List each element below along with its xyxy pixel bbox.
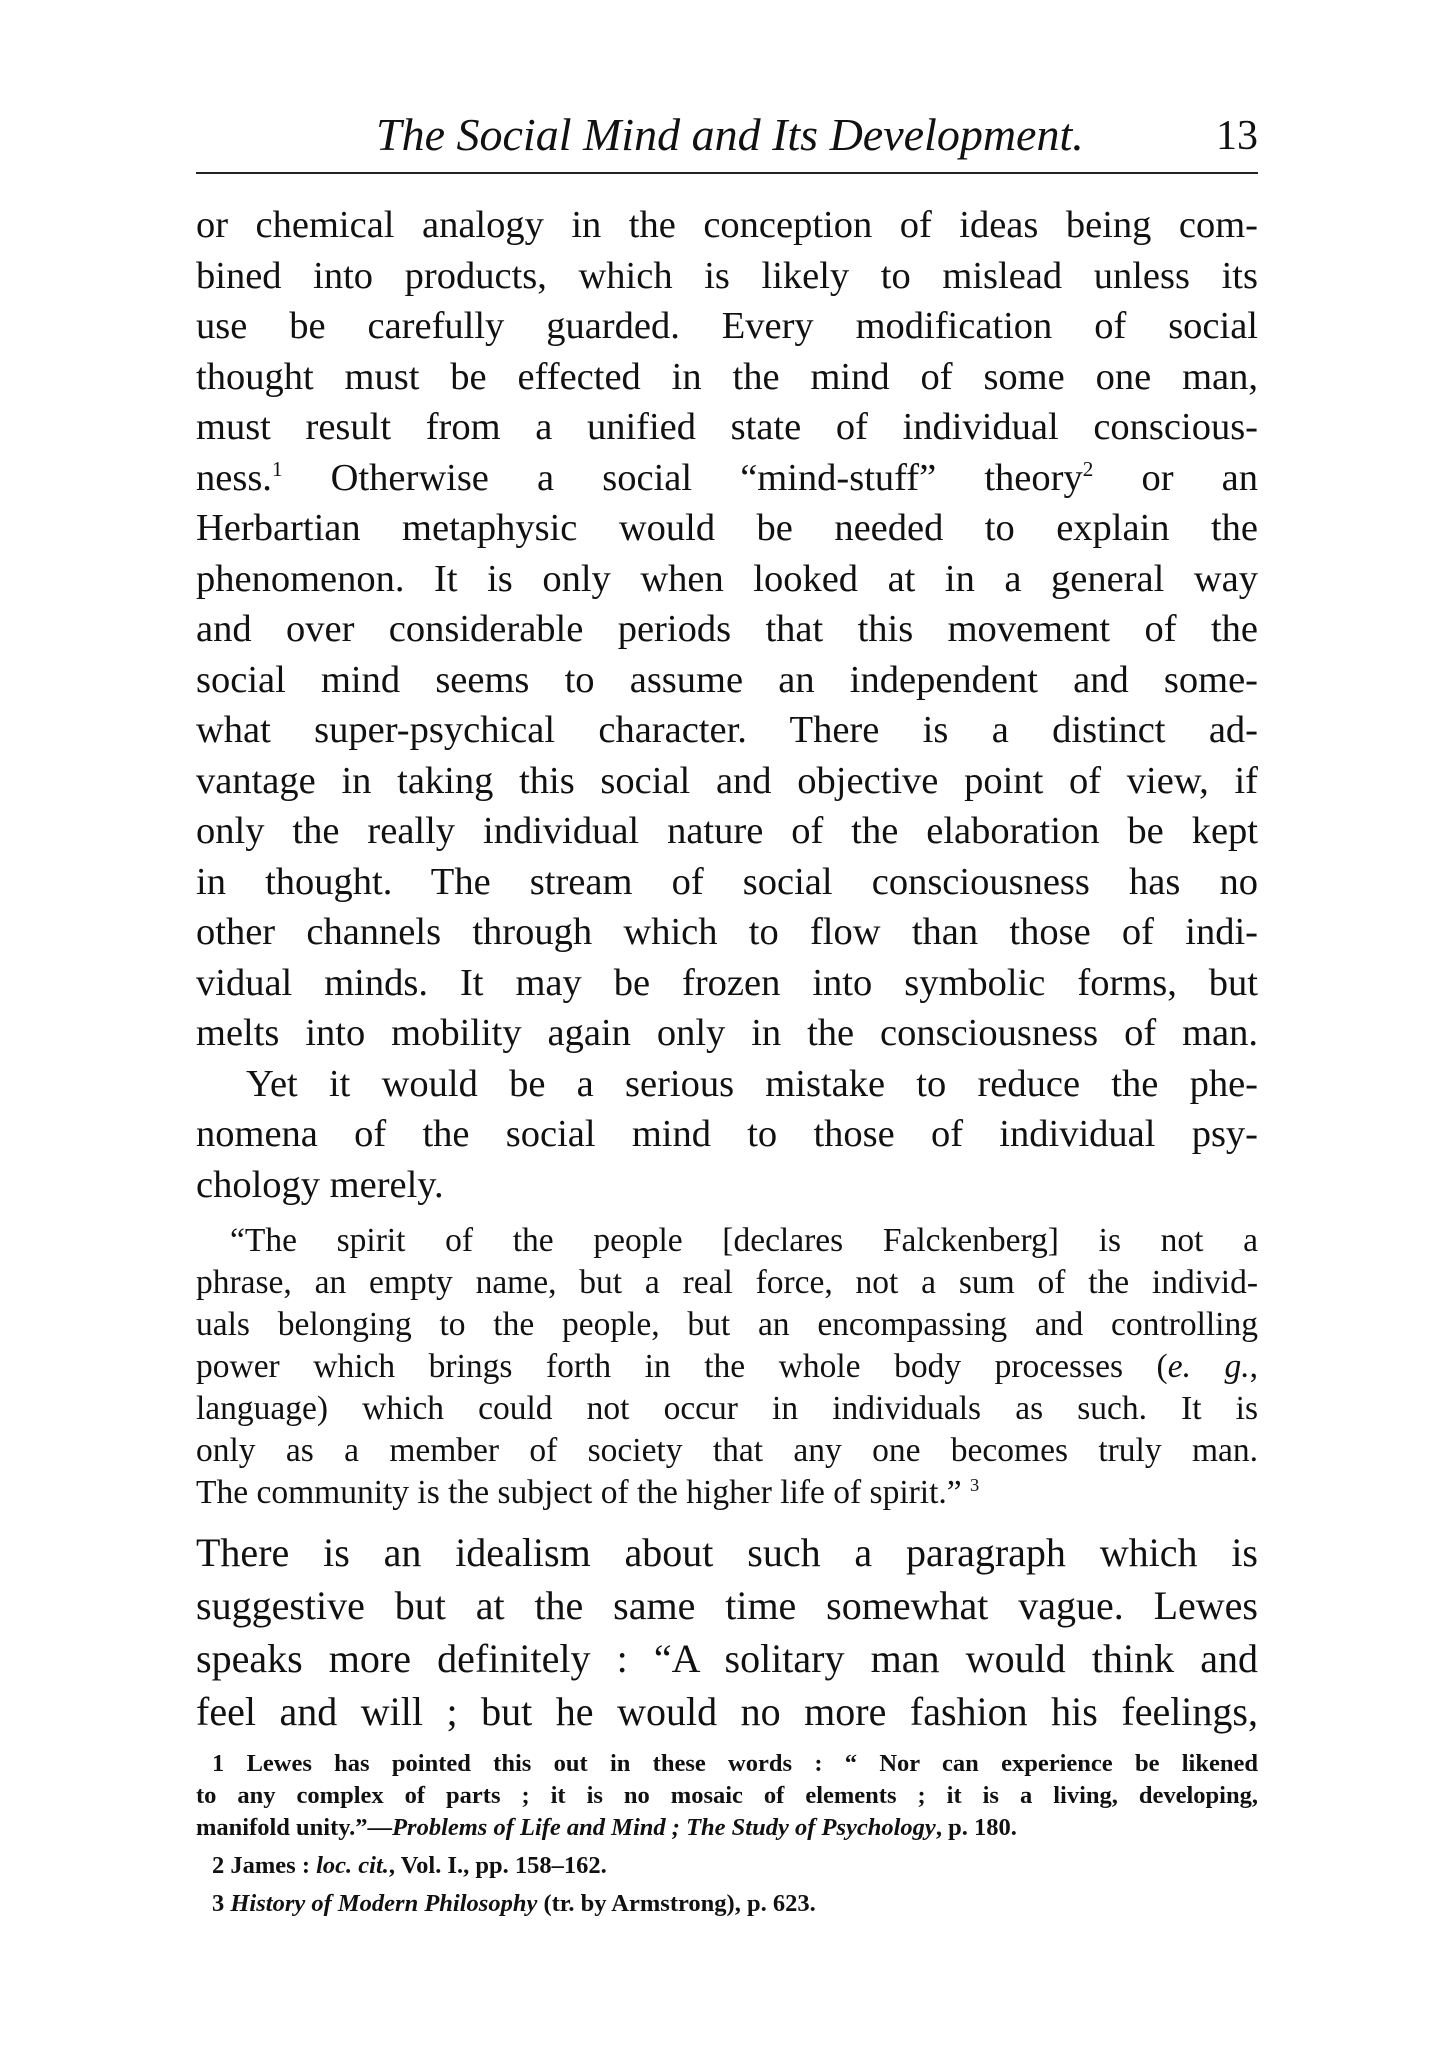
footnote-ref-2: 2 xyxy=(1082,456,1094,481)
text-line: vantage in taking this social and objective point of view, if xyxy=(196,759,1258,802)
book-title: The Study of Psychology xyxy=(686,1814,936,1841)
text-line: melts into mobility again only in the consciousness of man. xyxy=(196,1012,1258,1054)
footnote-1-line xyxy=(196,1748,1258,1780)
block-quote xyxy=(196,1220,1258,1514)
abbreviation-eg: e. g. xyxy=(1167,1348,1250,1385)
text-line: chology merely. xyxy=(196,1163,444,1206)
quote-line xyxy=(196,1472,1258,1514)
text-fragment: manifold unity.”— xyxy=(196,1814,393,1841)
running-title: The Social Mind and Its Development. xyxy=(376,109,1084,160)
footnotes xyxy=(196,1748,1258,1920)
text-line: vidual minds. It may be frozen into symbolic forms, but xyxy=(196,961,1258,1004)
footnote-marker: 1 xyxy=(212,1750,225,1777)
quote-line: phrase, an empty name, but a real force, not a sum of the individ- xyxy=(196,1264,1258,1301)
text-line: or chemical analogy in the conception of ideas being com- xyxy=(196,204,1258,246)
book-title: History of Modern Philosophy xyxy=(230,1890,538,1917)
text-line: what super-psychical character. There is a distinct ad- xyxy=(196,709,1258,751)
text-fragment: Lewes has pointed this out in these words : “ Nor can experience be likened xyxy=(246,1750,1258,1777)
text-fragment: Otherwise a social “mind-stuff” theory xyxy=(282,456,1083,499)
text-fragment: , p. 180. xyxy=(935,1814,1017,1841)
text-line: in thought. The stream of social consciousness has no xyxy=(196,860,1258,903)
header-rule xyxy=(196,172,1258,174)
page-header xyxy=(196,108,1258,168)
footnote-2 xyxy=(196,1850,1258,1882)
page-number: 13 xyxy=(1216,113,1258,159)
text-line: must result from a unified state of individual conscious- xyxy=(196,406,1258,448)
text-line: bined into products, which is likely to mislead unless its xyxy=(196,254,1258,297)
text-line: Yet it would be a serious mistake to reduce the phe- xyxy=(246,1062,1258,1105)
quote-line: uals belonging to the people, but an encompassing and controlling xyxy=(196,1306,1258,1343)
citation-abbrev: loc. cit. xyxy=(316,1852,389,1879)
text-fragment: power which brings forth in the whole body processes ( xyxy=(196,1348,1168,1385)
text-line: suggestive but at the same time somewhat vague. Lewes xyxy=(196,1583,1258,1628)
page-body xyxy=(196,200,1258,1920)
text-fragment: or an xyxy=(1093,456,1258,499)
quote-line xyxy=(196,1346,1258,1388)
footnote-1-line xyxy=(196,1812,1258,1844)
text-line: other channels through which to flow than those of indi- xyxy=(196,911,1258,953)
text-line: phenomenon. It is only when looked at in a general way xyxy=(196,557,1258,600)
paragraph-1 xyxy=(196,200,1258,1059)
text-line xyxy=(196,453,1258,504)
text-line: use be carefully guarded. Every modification of social xyxy=(196,305,1258,347)
quote-line: “The spirit of the people [declares Falckenberg] is not a xyxy=(230,1222,1258,1259)
text-fragment: (tr. by Armstrong), p. 623. xyxy=(537,1890,816,1917)
text-fragment: , xyxy=(1249,1348,1258,1385)
text-line: only the really individual nature of the elaboration be kept xyxy=(196,810,1258,852)
footnote-3 xyxy=(196,1888,1258,1920)
text-fragment: The community is the subject of the higher life of spirit.” xyxy=(196,1474,962,1511)
quote-line: only as a member of society that any one becomes truly man. xyxy=(196,1432,1258,1469)
text-line: feel and will ; but he would no more fashion his feelings, xyxy=(196,1689,1258,1734)
text-line: social mind seems to assume an independent and some- xyxy=(196,658,1258,701)
footnote-ref-3: 3 xyxy=(970,1474,980,1495)
text-fragment: ness. xyxy=(196,456,272,499)
text-line: speaks more definitely : “A solitary man would think and xyxy=(196,1636,1258,1681)
text-fragment: James : xyxy=(230,1852,317,1879)
paragraph-2 xyxy=(196,1059,1258,1211)
paragraph-3 xyxy=(196,1526,1258,1738)
footnote-ref-1: 1 xyxy=(271,456,283,481)
text-line: thought must be effected in the mind of some one man, xyxy=(196,355,1258,398)
quote-line: language) which could not occur in individuals as such. It is xyxy=(196,1390,1258,1427)
text-line: There is an idealism about such a paragraph which is xyxy=(196,1530,1258,1575)
footnote-marker: 2 xyxy=(212,1852,225,1879)
book-title: Problems of Life and Mind ; xyxy=(392,1814,680,1841)
footnote-marker: 3 xyxy=(212,1890,225,1917)
text-line: nomena of the social mind to those of individual psy- xyxy=(196,1113,1258,1155)
text-fragment: , Vol. I., pp. 158–162. xyxy=(388,1852,607,1879)
text-line: Herbartian metaphysic would be needed to explain the xyxy=(196,507,1258,549)
footnote-1-line: to any complex of parts ; it is no mosaic of elements ; it is a living, developing, xyxy=(196,1782,1258,1809)
text-line: and over considerable periods that this movement of the xyxy=(196,608,1258,650)
